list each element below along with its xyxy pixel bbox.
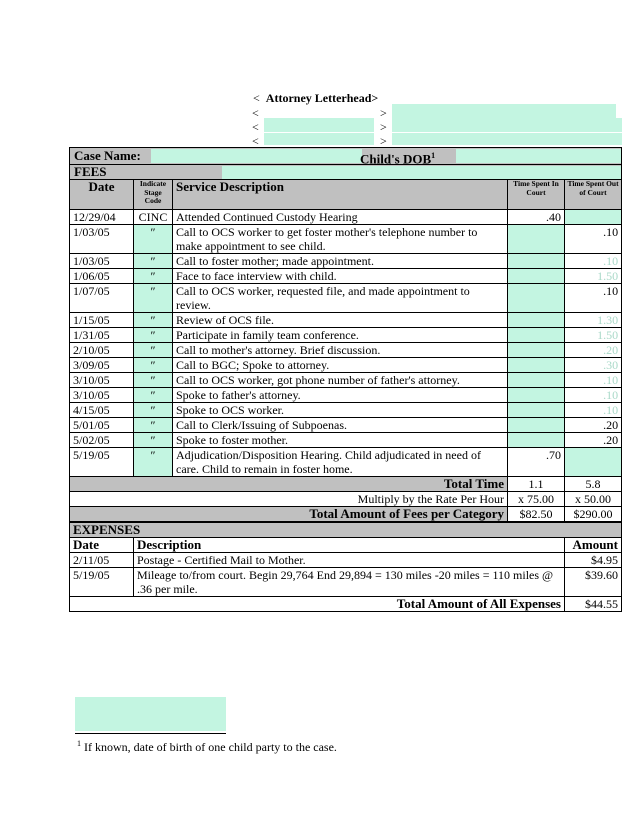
- letterhead-line-close: >: [380, 120, 387, 134]
- fee-description: Adjudication/Disposition Hearing. Child adjudicated in need of care. Child to remain in foster home.: [173, 448, 508, 477]
- fees-total-out: $290.00: [565, 507, 622, 522]
- rate-row: [70, 492, 622, 507]
- fee-description: Call to OCS worker, got phone number of father's attorney.: [173, 373, 508, 388]
- fee-description: Review of OCS file.: [173, 313, 508, 328]
- fee-row: [70, 403, 622, 418]
- fee-date: 1/03/05: [70, 225, 134, 254]
- letterhead-line-open: <: [252, 120, 259, 134]
- expenses-header-row: [70, 538, 622, 553]
- col-header-in-court: Time Spent In Court: [508, 180, 565, 210]
- total-time-in: 1.1: [508, 477, 565, 492]
- total-time-out: 5.8: [565, 477, 622, 492]
- signature-field[interactable]: [75, 697, 226, 731]
- fee-time-in-court[interactable]: [508, 328, 565, 343]
- expense-date: 2/11/05: [70, 553, 134, 568]
- fee-time-out-court[interactable]: .30: [565, 358, 622, 373]
- fee-time-in-court[interactable]: [508, 254, 565, 269]
- letterhead-line-close: >: [380, 134, 387, 148]
- fee-time-out-court[interactable]: .20: [565, 433, 622, 448]
- footnote-divider: [75, 733, 226, 734]
- fee-row: [70, 269, 622, 284]
- fee-stage-code[interactable]: ″: [134, 448, 173, 477]
- expense-description: Mileage to/from court. Begin 29,764 End 29,894 = 130 miles -20 miles = 110 miles @ .36 per mile.: [134, 568, 565, 597]
- fee-description: Participate in family team conference.: [173, 328, 508, 343]
- fee-description: Call to BGC; Spoke to attorney.: [173, 358, 508, 373]
- col-header-date: Date: [70, 180, 134, 210]
- fee-time-in-court[interactable]: .40: [508, 210, 565, 225]
- fee-time-out-court[interactable]: .20: [565, 418, 622, 433]
- letterhead-open-bracket: <: [253, 91, 260, 105]
- total-time-row: [70, 477, 622, 492]
- expense-description: Postage - Certified Mail to Mother.: [134, 553, 565, 568]
- fee-time-in-court[interactable]: [508, 313, 565, 328]
- fee-row: [70, 418, 622, 433]
- fee-time-out-court[interactable]: 1.30: [565, 313, 622, 328]
- fee-date: 5/02/05: [70, 433, 134, 448]
- fee-stage-code[interactable]: ″: [134, 388, 173, 403]
- fee-row: [70, 388, 622, 403]
- fee-stage-code[interactable]: ″: [134, 373, 173, 388]
- fee-description: Call to mother's attorney. Brief discussion.: [173, 343, 508, 358]
- expenses-table: [69, 522, 622, 612]
- fee-row: [70, 358, 622, 373]
- fee-date: 2/10/05: [70, 343, 134, 358]
- fee-time-in-court[interactable]: [508, 284, 565, 313]
- fee-time-out-court[interactable]: [565, 210, 622, 225]
- fee-date: 3/10/05: [70, 388, 134, 403]
- fee-description: Call to Clerk/Issuing of Subpoenas.: [173, 418, 508, 433]
- fee-description: Attended Continued Custody Hearing: [173, 210, 508, 225]
- fee-stage-code[interactable]: ″: [134, 358, 173, 373]
- fees-section-field[interactable]: [222, 166, 622, 179]
- fee-date: 1/15/05: [70, 313, 134, 328]
- letterhead-title: Attorney Letterhead: [265, 91, 372, 105]
- fee-row: [70, 373, 622, 388]
- letterhead-line-open: <: [252, 134, 259, 148]
- fees-total-in: $82.50: [508, 507, 565, 522]
- fee-time-in-court[interactable]: .70: [508, 448, 565, 477]
- fee-date: 1/31/05: [70, 328, 134, 343]
- fee-stage-code[interactable]: ″: [134, 403, 173, 418]
- expense-date: 5/19/05: [70, 568, 134, 597]
- col-header-out-court: Time Spent Out of Court: [565, 180, 622, 210]
- fee-time-out-court[interactable]: .10: [565, 373, 622, 388]
- col-header-stage: Indicate Stage Code: [134, 180, 173, 210]
- letterhead-close-bracket: >: [371, 91, 379, 105]
- expenses-rows: [70, 553, 622, 597]
- expenses-section-row: [70, 523, 622, 538]
- fee-row: [70, 448, 622, 477]
- fees-table: [69, 147, 622, 522]
- footnote: [77, 739, 337, 755]
- fees-total-row: [70, 507, 622, 522]
- fee-stage-code[interactable]: CINC: [134, 210, 173, 225]
- fee-time-in-court[interactable]: [508, 418, 565, 433]
- fee-date: 3/10/05: [70, 373, 134, 388]
- fee-time-out-court[interactable]: .10: [565, 284, 622, 313]
- fee-description: Call to OCS worker, requested file, and made appointment to review.: [173, 284, 508, 313]
- footnote-number: 1: [77, 739, 81, 748]
- expense-amount: $39.60: [565, 568, 622, 597]
- case-name-label: Case Name:: [74, 148, 141, 163]
- letterhead-line-open: <: [252, 106, 259, 120]
- fee-time-out-court[interactable]: .10: [565, 254, 622, 269]
- fee-stage-code[interactable]: ″: [134, 284, 173, 313]
- fee-description: Call to foster mother; made appointment.: [173, 254, 508, 269]
- fee-description: Call to OCS worker to get foster mother's telephone number to make appointment to see child.: [173, 225, 508, 254]
- footnote-text: If known, date of birth of one child party to the case.: [84, 740, 337, 754]
- col-header-service: Service Description: [173, 180, 508, 210]
- fee-time-out-court[interactable]: .10: [565, 225, 622, 254]
- case-name-input[interactable]: [151, 149, 362, 163]
- letterhead-field-2[interactable]: [264, 118, 374, 132]
- fee-stage-code[interactable]: ″: [134, 313, 173, 328]
- fee-stage-code[interactable]: ″: [134, 225, 173, 254]
- fee-description: Face to face interview with child.: [173, 269, 508, 284]
- fee-description: Spoke to foster mother.: [173, 433, 508, 448]
- letterhead-field-5[interactable]: [392, 133, 622, 145]
- fee-time-in-court[interactable]: [508, 403, 565, 418]
- expenses-total-label: Total Amount of All Expenses: [70, 597, 565, 612]
- fee-description: Spoke to OCS worker.: [173, 403, 508, 418]
- exp-header-amount: Amount: [565, 538, 622, 553]
- fee-time-out-court[interactable]: .20: [565, 343, 622, 358]
- fee-time-out-court[interactable]: [565, 448, 622, 477]
- letterhead-line-close: >: [380, 106, 387, 120]
- fee-row: [70, 254, 622, 269]
- expense-row: [70, 568, 622, 597]
- fee-date: 12/29/04: [70, 210, 134, 225]
- fee-stage-code[interactable]: ″: [134, 328, 173, 343]
- letterhead-field-3[interactable]: [392, 118, 622, 132]
- fee-stage-code[interactable]: ″: [134, 433, 173, 448]
- letterhead-field-4[interactable]: [264, 133, 374, 145]
- child-dob-text: Child's DOB: [360, 151, 432, 165]
- fee-date: 1/03/05: [70, 254, 134, 269]
- total-time-label: Total Time: [70, 477, 508, 492]
- fee-time-out-court[interactable]: 1.50: [565, 269, 622, 284]
- fee-date: 3/09/05: [70, 358, 134, 373]
- letterhead-field-1[interactable]: [392, 104, 616, 118]
- fee-stage-code[interactable]: ″: [134, 418, 173, 433]
- fee-row: [70, 225, 622, 254]
- fee-description: Spoke to father's attorney.: [173, 388, 508, 403]
- fee-stage-code[interactable]: ″: [134, 269, 173, 284]
- rate-in: x 75.00: [508, 492, 565, 507]
- fee-stage-code[interactable]: ″: [134, 254, 173, 269]
- fee-date: 5/19/05: [70, 448, 134, 477]
- child-dob-label: [360, 149, 435, 165]
- fees-rows: [70, 210, 622, 477]
- fees-section-label: FEES: [74, 164, 107, 179]
- fee-time-out-court[interactable]: .10: [565, 388, 622, 403]
- case-row: [70, 148, 622, 165]
- expenses-total-row: [70, 597, 622, 612]
- fee-time-in-court[interactable]: [508, 388, 565, 403]
- fees-section-row: [70, 165, 622, 180]
- letterhead-title-line: [253, 91, 378, 106]
- fees-header-row: [70, 180, 622, 210]
- fee-date: 1/07/05: [70, 284, 134, 313]
- expenses-total-amount: $44.55: [565, 597, 622, 612]
- fee-row: [70, 313, 622, 328]
- fee-time-in-court[interactable]: [508, 269, 565, 284]
- fee-time-out-court[interactable]: .10: [565, 403, 622, 418]
- fee-time-in-court[interactable]: [508, 373, 565, 388]
- expense-row: [70, 553, 622, 568]
- footnote-mark: 1: [431, 151, 436, 160]
- fee-time-out-court[interactable]: 1.50: [565, 328, 622, 343]
- fee-time-in-court[interactable]: [508, 343, 565, 358]
- fee-stage-code[interactable]: ″: [134, 343, 173, 358]
- expenses-section-label: EXPENSES: [70, 523, 622, 538]
- fee-row: [70, 343, 622, 358]
- fee-time-in-court[interactable]: [508, 358, 565, 373]
- exp-header-desc: Description: [134, 538, 565, 553]
- fee-time-in-court[interactable]: [508, 225, 565, 254]
- fee-row: [70, 328, 622, 343]
- rate-out: x 50.00: [565, 492, 622, 507]
- expense-amount: $4.95: [565, 553, 622, 568]
- child-dob-input[interactable]: [456, 149, 621, 163]
- fee-row: [70, 284, 622, 313]
- fee-time-in-court[interactable]: [508, 433, 565, 448]
- fee-row: [70, 210, 622, 225]
- fee-date: 5/01/05: [70, 418, 134, 433]
- fees-total-label: Total Amount of Fees per Category: [70, 507, 508, 522]
- fee-date: 1/06/05: [70, 269, 134, 284]
- exp-header-date: Date: [70, 538, 134, 553]
- rate-label: Multiply by the Rate Per Hour: [70, 492, 508, 507]
- fee-date: 4/15/05: [70, 403, 134, 418]
- fee-row: [70, 433, 622, 448]
